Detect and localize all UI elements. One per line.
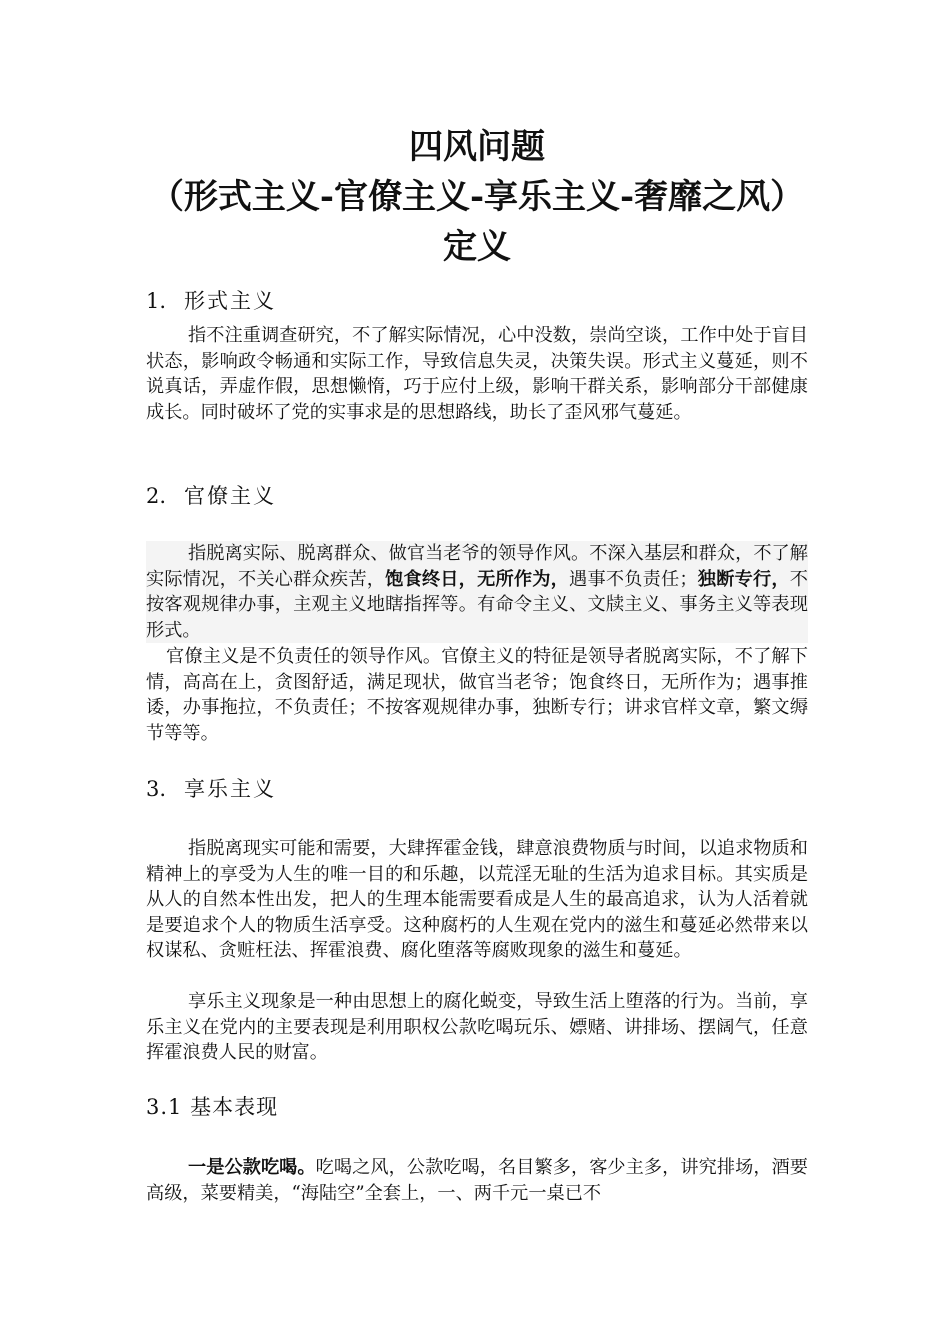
section-3-paragraph-2: 享乐主义现象是一种由思想上的腐化蜕变，导致生活上堕落的行为。当前，享乐主义在党内的主要表现是利用职权公款吃喝玩乐、嫖赌、讲排场、摆阔气，任意挥霍浪费人民的财富。 — [146, 991, 808, 1064]
section-title: 形式主义 — [184, 289, 276, 313]
section-2-paragraph-2: 官僚主义是不负责任的领导作风。官僚主义的特征是领导者脱离实际，不了解下情，高高在上，贪图舒适，满足现状，做官当老爷；饱食终日，无所作为；遇事推诿，办事拖拉，不负责任；不按客观规律办事，独断专行；讲求官样文章，繁文缛节等等。 — [146, 646, 808, 744]
section-title: 官僚主义 — [184, 484, 276, 508]
section-number: 3. — [146, 777, 167, 801]
text-run: 吃喝之风，公款吃喝，名目繁多，客少主多，讲究排场，酒要高级，菜要精美，“海陆空”全套上，一、两千元一桌已不 — [146, 1157, 808, 1204]
section-number: 1. — [146, 289, 167, 313]
section-3-paragraph-1: 指脱离现实可能和需要，大肆挥霍金钱，肆意浪费物质与时间，以追求物质和精神上的享受为人生的唯一目的和乐趣，以荒淫无耻的生活为追求目标。其实质是从人的自然本性出发，把人的生理本能需要看成是人生的最高追求，认为人活着就是要追求个人的物质生活享受。这种腐朽的人生观在党内的滋生和蔓延必然带来以权谋私、贪赃枉法、挥霍浪费、腐化堕落等腐败现象的滋生和蔓延。 — [146, 838, 808, 962]
text-run: 不按客观规律办事，主观主义地瞎指挥等。有命令主义、文牍主义、事务主义等表现形式。 — [146, 568, 808, 641]
document-title — [146, 122, 808, 272]
subsection-paragraph — [146, 1155, 808, 1206]
section-1-paragraph: 指不注重调查研究，不了解实际情况，心中没数，崇尚空谈，工作中处于盲目状态，影响政令畅通和实际工作，导致信息失灵，决策失误。形式主义蔓延，则不说真话，弄虚作假，思想懒惰，巧于应付上级，影响干群关系，影响部分干部健康成长。同时破坏了党的实事求是的思想路线，助长了歪风邪气蔓延。 — [146, 325, 808, 423]
section-heading-1 — [146, 287, 276, 315]
title-line-2: （形式主义-官僚主义-享乐主义-奢靡之风） — [149, 177, 805, 217]
bold-text-run: 一是公款吃喝。 — [188, 1157, 316, 1178]
title-line-3: 定义 — [443, 227, 511, 267]
text-run: 遇事不负责任； — [569, 568, 698, 590]
title-line-1: 四风问题 — [409, 127, 545, 167]
section-title: 享乐主义 — [184, 777, 276, 801]
section-heading-3 — [146, 775, 276, 803]
section-2-paragraph-1 — [146, 541, 808, 643]
section-number: 2. — [146, 484, 167, 508]
bold-text-run: 独断专行， — [697, 568, 790, 590]
section-heading-2 — [146, 482, 276, 510]
text-run: 指脱离实际、脱离群众、做官当老爷的领导作风。不深入基层和群众，不了解实际情况，不关心群众疾苦， — [146, 543, 808, 590]
bold-text-run: 饱食终日，无所作为， — [385, 568, 570, 590]
subsection-heading: 3.1 基本表现 — [146, 1095, 279, 1119]
